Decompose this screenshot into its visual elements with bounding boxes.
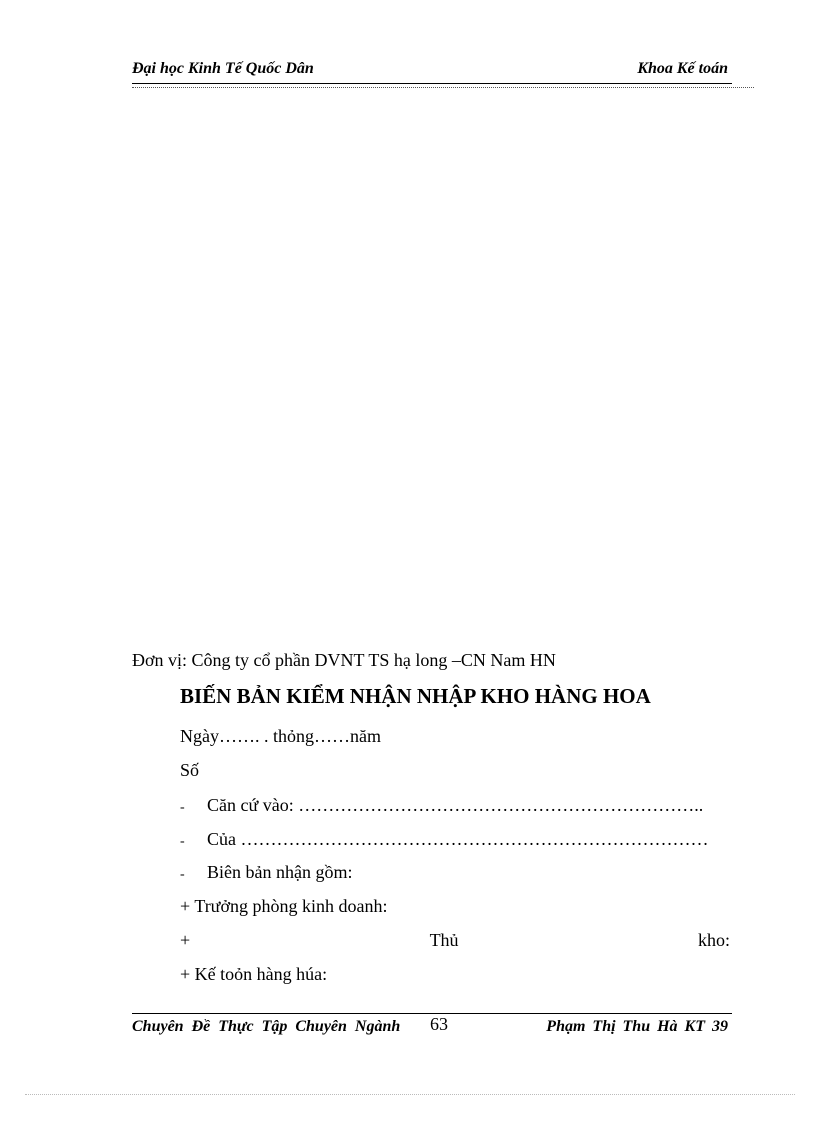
unit-line: Đơn vị: Công ty cổ phần DVNT TS hạ long –CN Nam HN bbox=[132, 650, 556, 670]
bottom-dotted-rule bbox=[25, 1094, 795, 1095]
header-faculty: Khoa Kế toán bbox=[637, 60, 728, 77]
footer-subject: Chuyên Đề Thực Tập Chuyên Ngành bbox=[132, 1018, 401, 1035]
list-item bbox=[180, 862, 352, 883]
list-item-text: Biên bản nhận gồm: bbox=[207, 862, 353, 882]
accountant-line: + Kế toỏn hàng húa: bbox=[180, 964, 328, 984]
footer-author: Phạm Thị Thu Hà KT 39 bbox=[546, 1018, 728, 1035]
list-item bbox=[180, 829, 709, 850]
dash-bullet: - bbox=[180, 867, 185, 882]
list-item-text: Căn cứ vào: ………………………………………………………….. bbox=[207, 795, 704, 815]
keeper-word: Thủ bbox=[429, 930, 459, 950]
dash-bullet: - bbox=[180, 834, 185, 849]
keeper-plus: + bbox=[180, 930, 191, 950]
page-number: 63 bbox=[430, 1014, 448, 1034]
header-rule bbox=[132, 83, 732, 84]
list-item bbox=[180, 795, 703, 816]
number-line: Số bbox=[180, 760, 200, 780]
header-university: Đại học Kinh Tế Quốc Dân bbox=[132, 60, 314, 77]
date-line: Ngày……. . thỏng……năm bbox=[180, 726, 381, 746]
dash-bullet: - bbox=[180, 800, 185, 815]
header-dotted-rule bbox=[132, 87, 754, 88]
list-item-text: Của …………………………………………………………………… bbox=[207, 829, 709, 849]
manager-line: + Trưởng phòng kinh doanh: bbox=[180, 896, 388, 916]
keeper-line bbox=[180, 930, 730, 951]
document-title: BIẾN BẢN KIỂM NHẬN NHẬP KHO HÀNG HOA bbox=[180, 684, 651, 708]
keeper-last: kho: bbox=[697, 930, 730, 950]
